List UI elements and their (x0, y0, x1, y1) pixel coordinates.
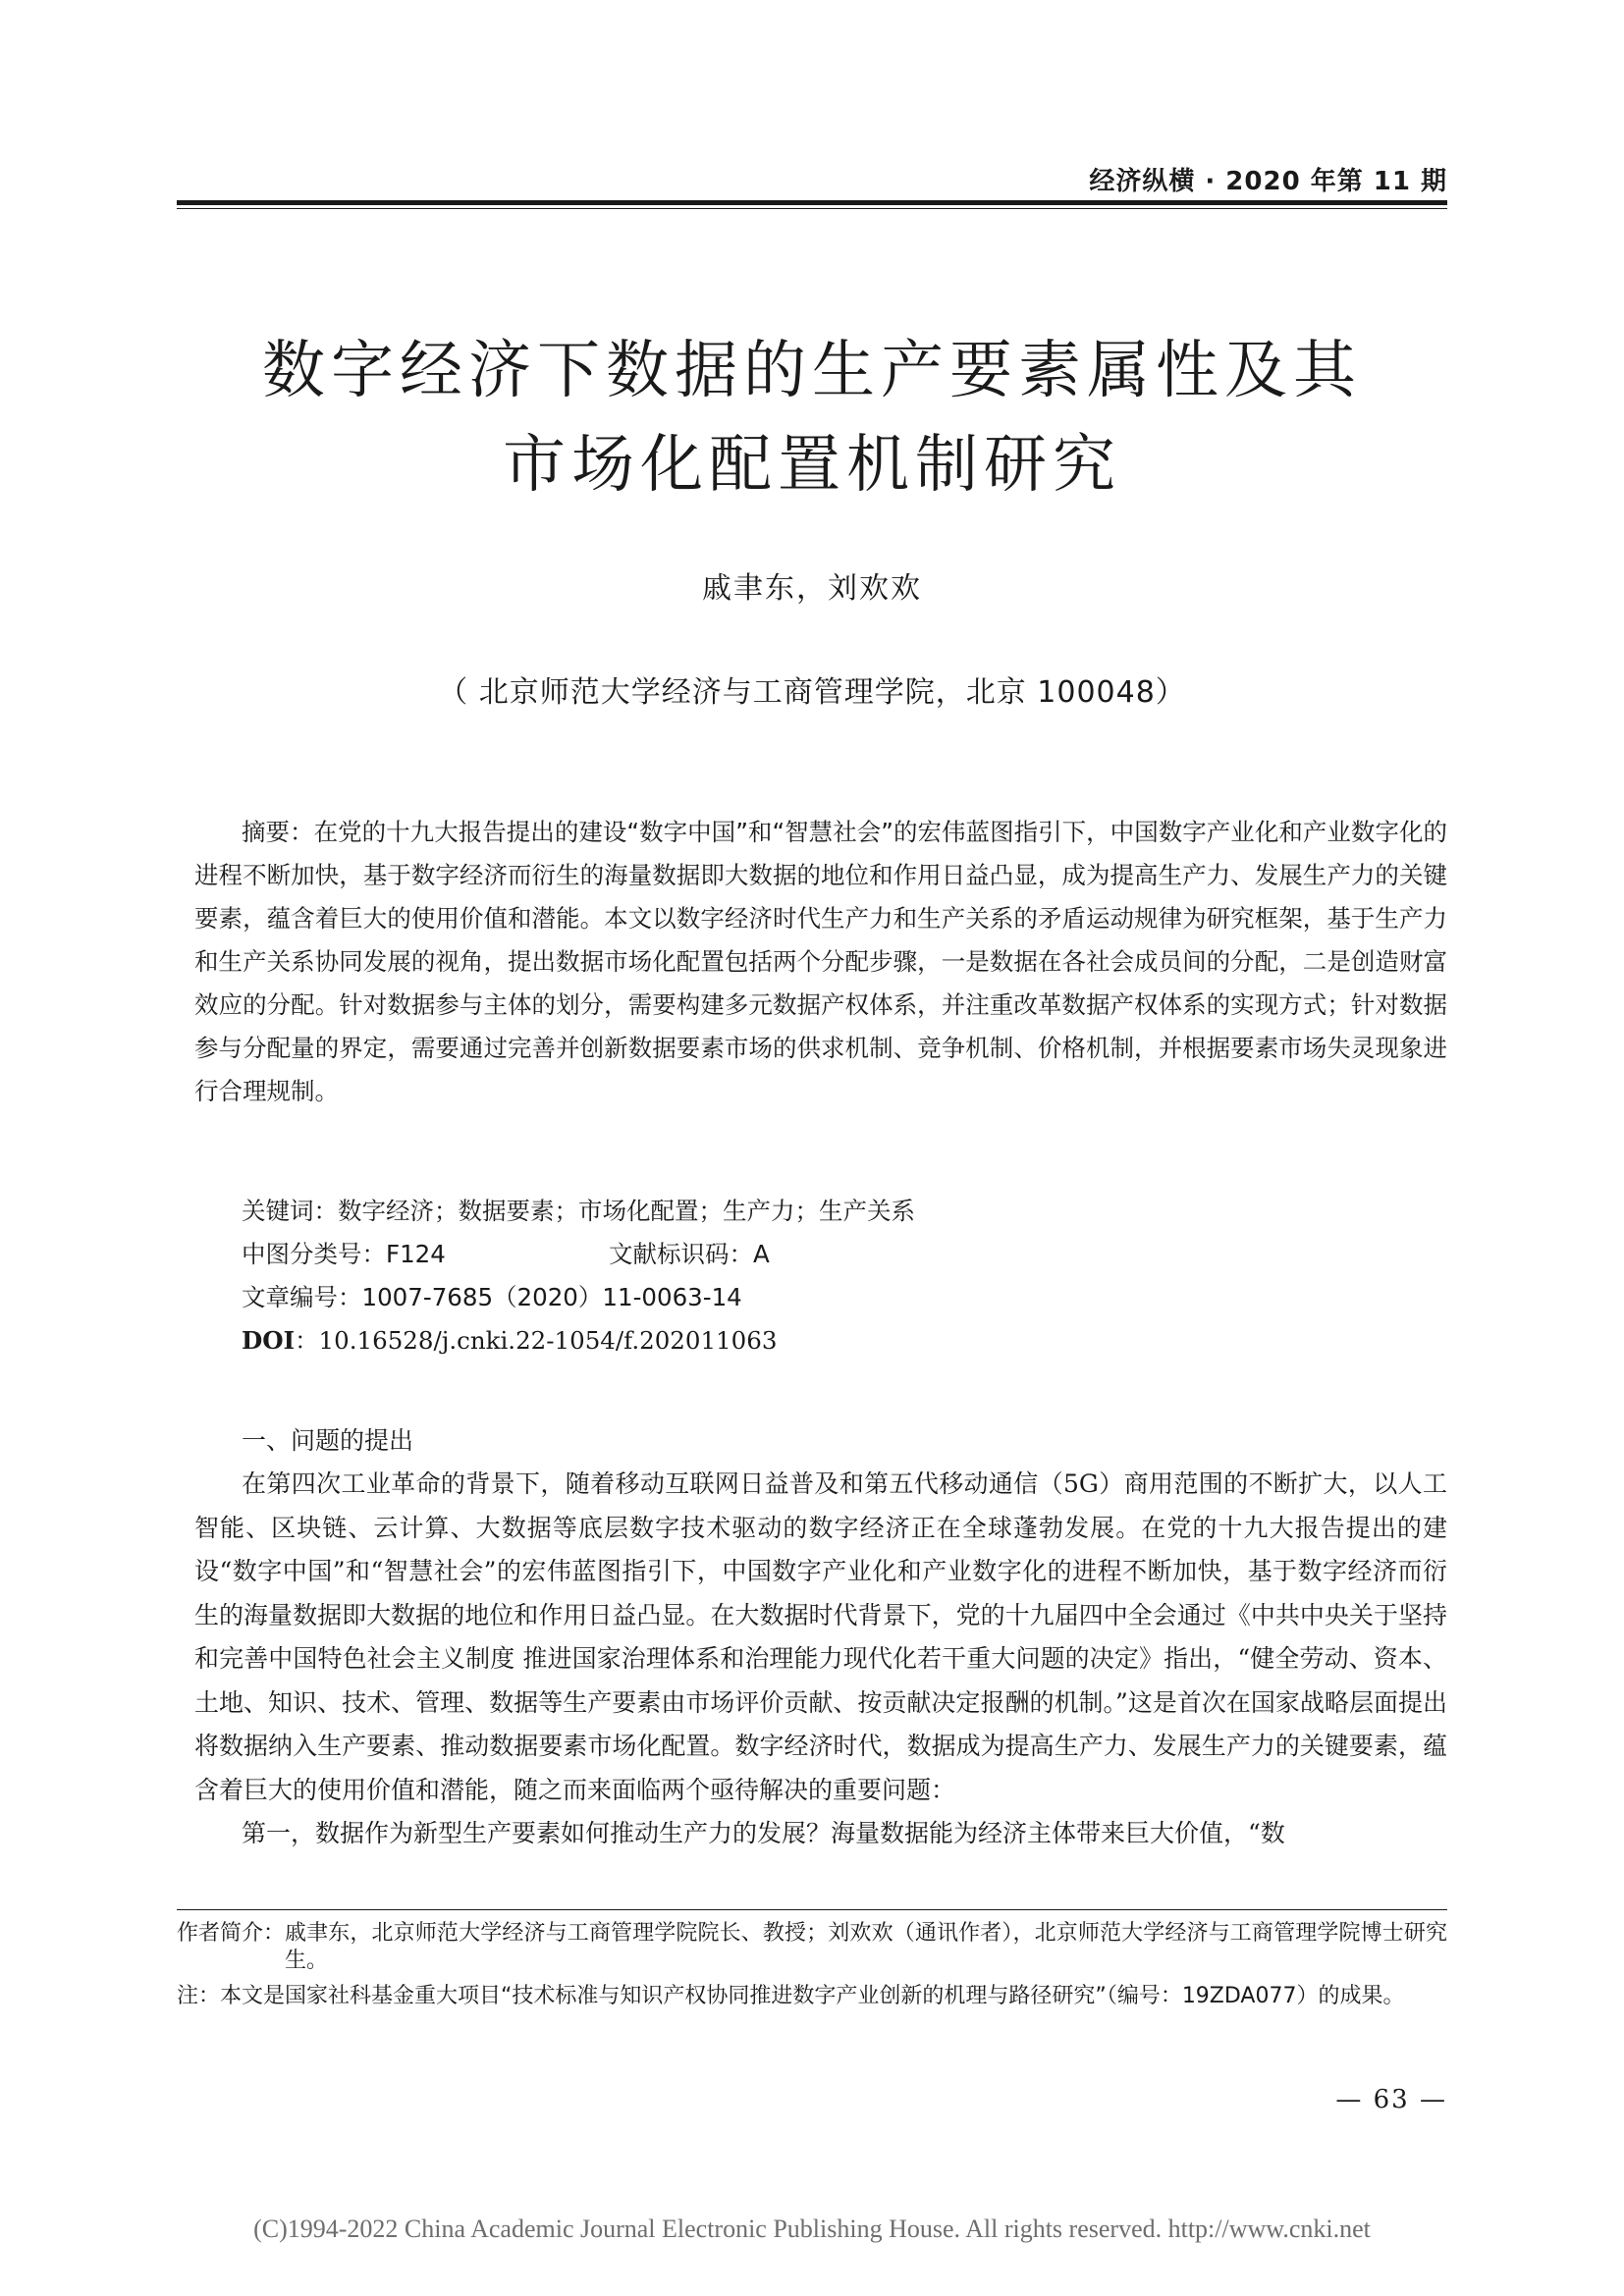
keywords: 关键词：数字经济；数据要素；市场化配置；生产力；生产关系 (242, 1197, 915, 1225)
author-note (177, 1920, 1447, 1975)
doi-value: ：10.16528/j.cnki.22-1054/f.202011063 (295, 1326, 778, 1355)
body-paragraph-1: 在第四次工业革命的背景下，随着移动互联网日益普及和第五代移动通信（5G）商用范围的不断扩大，以人工智能、区块链、云计算、大数据等底层数字技术驱动的数字经济正在全球蓬勃发展。在党的十九大报告提出的建设“数字中国”和“智慧社会”的宏伟蓝图指引下，中国数字产业化和产业数字化的进程不断加快，基于数字经济而衍生的海量数据即大数据的地位和作用日益凸显。在大数据时代背景下，党的十九届四中全会通过《中共中央关于坚持和完善中国特色社会主义制度 推进国家治理体系和治理能力现代化若干重大问题的决定》指出，“健全劳动、资本、土地、知识、技术、管理、数据等生产要素由市场评价贡献、按贡献决定报酬的机制。”这是首次在国家战略层面提出将数据纳入生产要素、推动数据要素市场化配置。数字经济时代，数据成为提高生产力、发展生产力的关键要素，蕴含着巨大的使用价值和潜能，随之而来面临两个亟待解决的重要问题： (194, 1469, 1447, 1804)
footnotes (177, 1909, 1447, 2018)
header-rule-thin (177, 208, 1447, 209)
abstract-text: 摘要：在党的十九大报告提出的建设“数字中国”和“智慧社会”的宏伟蓝图指引下，中国数字产业化和产业数字化的进程不断加快，基于数字经济而衍生的海量数据即大数据的地位和作用日益凸显，成为提高生产力、发展生产力的关键要素，蕴含着巨大的使用价值和潜能。本文以数字经济时代生产力和生产关系的矛盾运动规律为研究框架，基于生产力和生产关系协同发展的视角，提出数据市场化配置包括两个分配步骤，一是数据在各社会成员间的分配，二是创造财富效应的分配。针对数据参与主体的划分，需要构建多元数据产权体系，并注重改革数据产权体系的实现方式；针对数据参与分配量的界定，需要通过完善并创新数据要素市场的供求机制、竞争机制、价格机制，并根据要素市场失灵现象进行合理规制。 (194, 818, 1447, 1105)
running-head: 经济纵横 · 2020 年第 11 期 (1089, 167, 1447, 196)
affiliation: （ 北京师范大学经济与工商管理学院，北京 100048） (438, 675, 1186, 710)
section-heading: 一、问题的提出 (242, 1426, 414, 1455)
document-code: 文献标识码：A (609, 1240, 770, 1268)
doi-row (242, 1319, 915, 1362)
copyright-line: (C)1994-2022 China Academic Journal Electronic Publishing House. All rights reserved. http://www.cnki.net (253, 2215, 1371, 2243)
doi-label: DOI (242, 1326, 296, 1355)
author-note-label: 作者简介： (177, 1921, 286, 1946)
title-line-1: 数字经济下数据的生产要素属性及其 (262, 335, 1362, 407)
article-metadata (242, 1190, 915, 1362)
funding-note-text: 本文是国家社科基金重大项目“技术标准与知识产权协同推进数字产业创新的机理与路径研究”（编号：19ZDA077）的成果。 (220, 1984, 1405, 2008)
clc-number: 中图分类号：F124 (242, 1240, 446, 1268)
section-body (194, 1463, 1447, 1856)
classification-row (242, 1233, 915, 1276)
body-paragraph-2: 第一，数据作为新型生产要素如何推动生产力的发展？海量数据能为经济主体带来巨大价值，“数 (242, 1819, 1285, 1847)
article-title (177, 324, 1447, 512)
abstract (194, 811, 1447, 1113)
page-number: — 63 — (1335, 2085, 1447, 2114)
funding-note (177, 1983, 1447, 2010)
funding-note-label: 注： (177, 1984, 221, 2008)
article-number: 文章编号：1007-7685（2020）11-0063-14 (242, 1283, 742, 1311)
author-note-text: 戚聿东，北京师范大学经济与工商管理学院院长、教授；刘欢欢（通讯作者），北京师范大学经济与工商管理学院博士研究生。 (285, 1921, 1447, 1973)
authors: 戚聿东，刘欢欢 (702, 571, 922, 606)
footnote-rule (177, 1909, 1447, 1910)
header-rule-thick (177, 200, 1447, 205)
title-line-2: 市场化配置机制研究 (503, 429, 1121, 502)
